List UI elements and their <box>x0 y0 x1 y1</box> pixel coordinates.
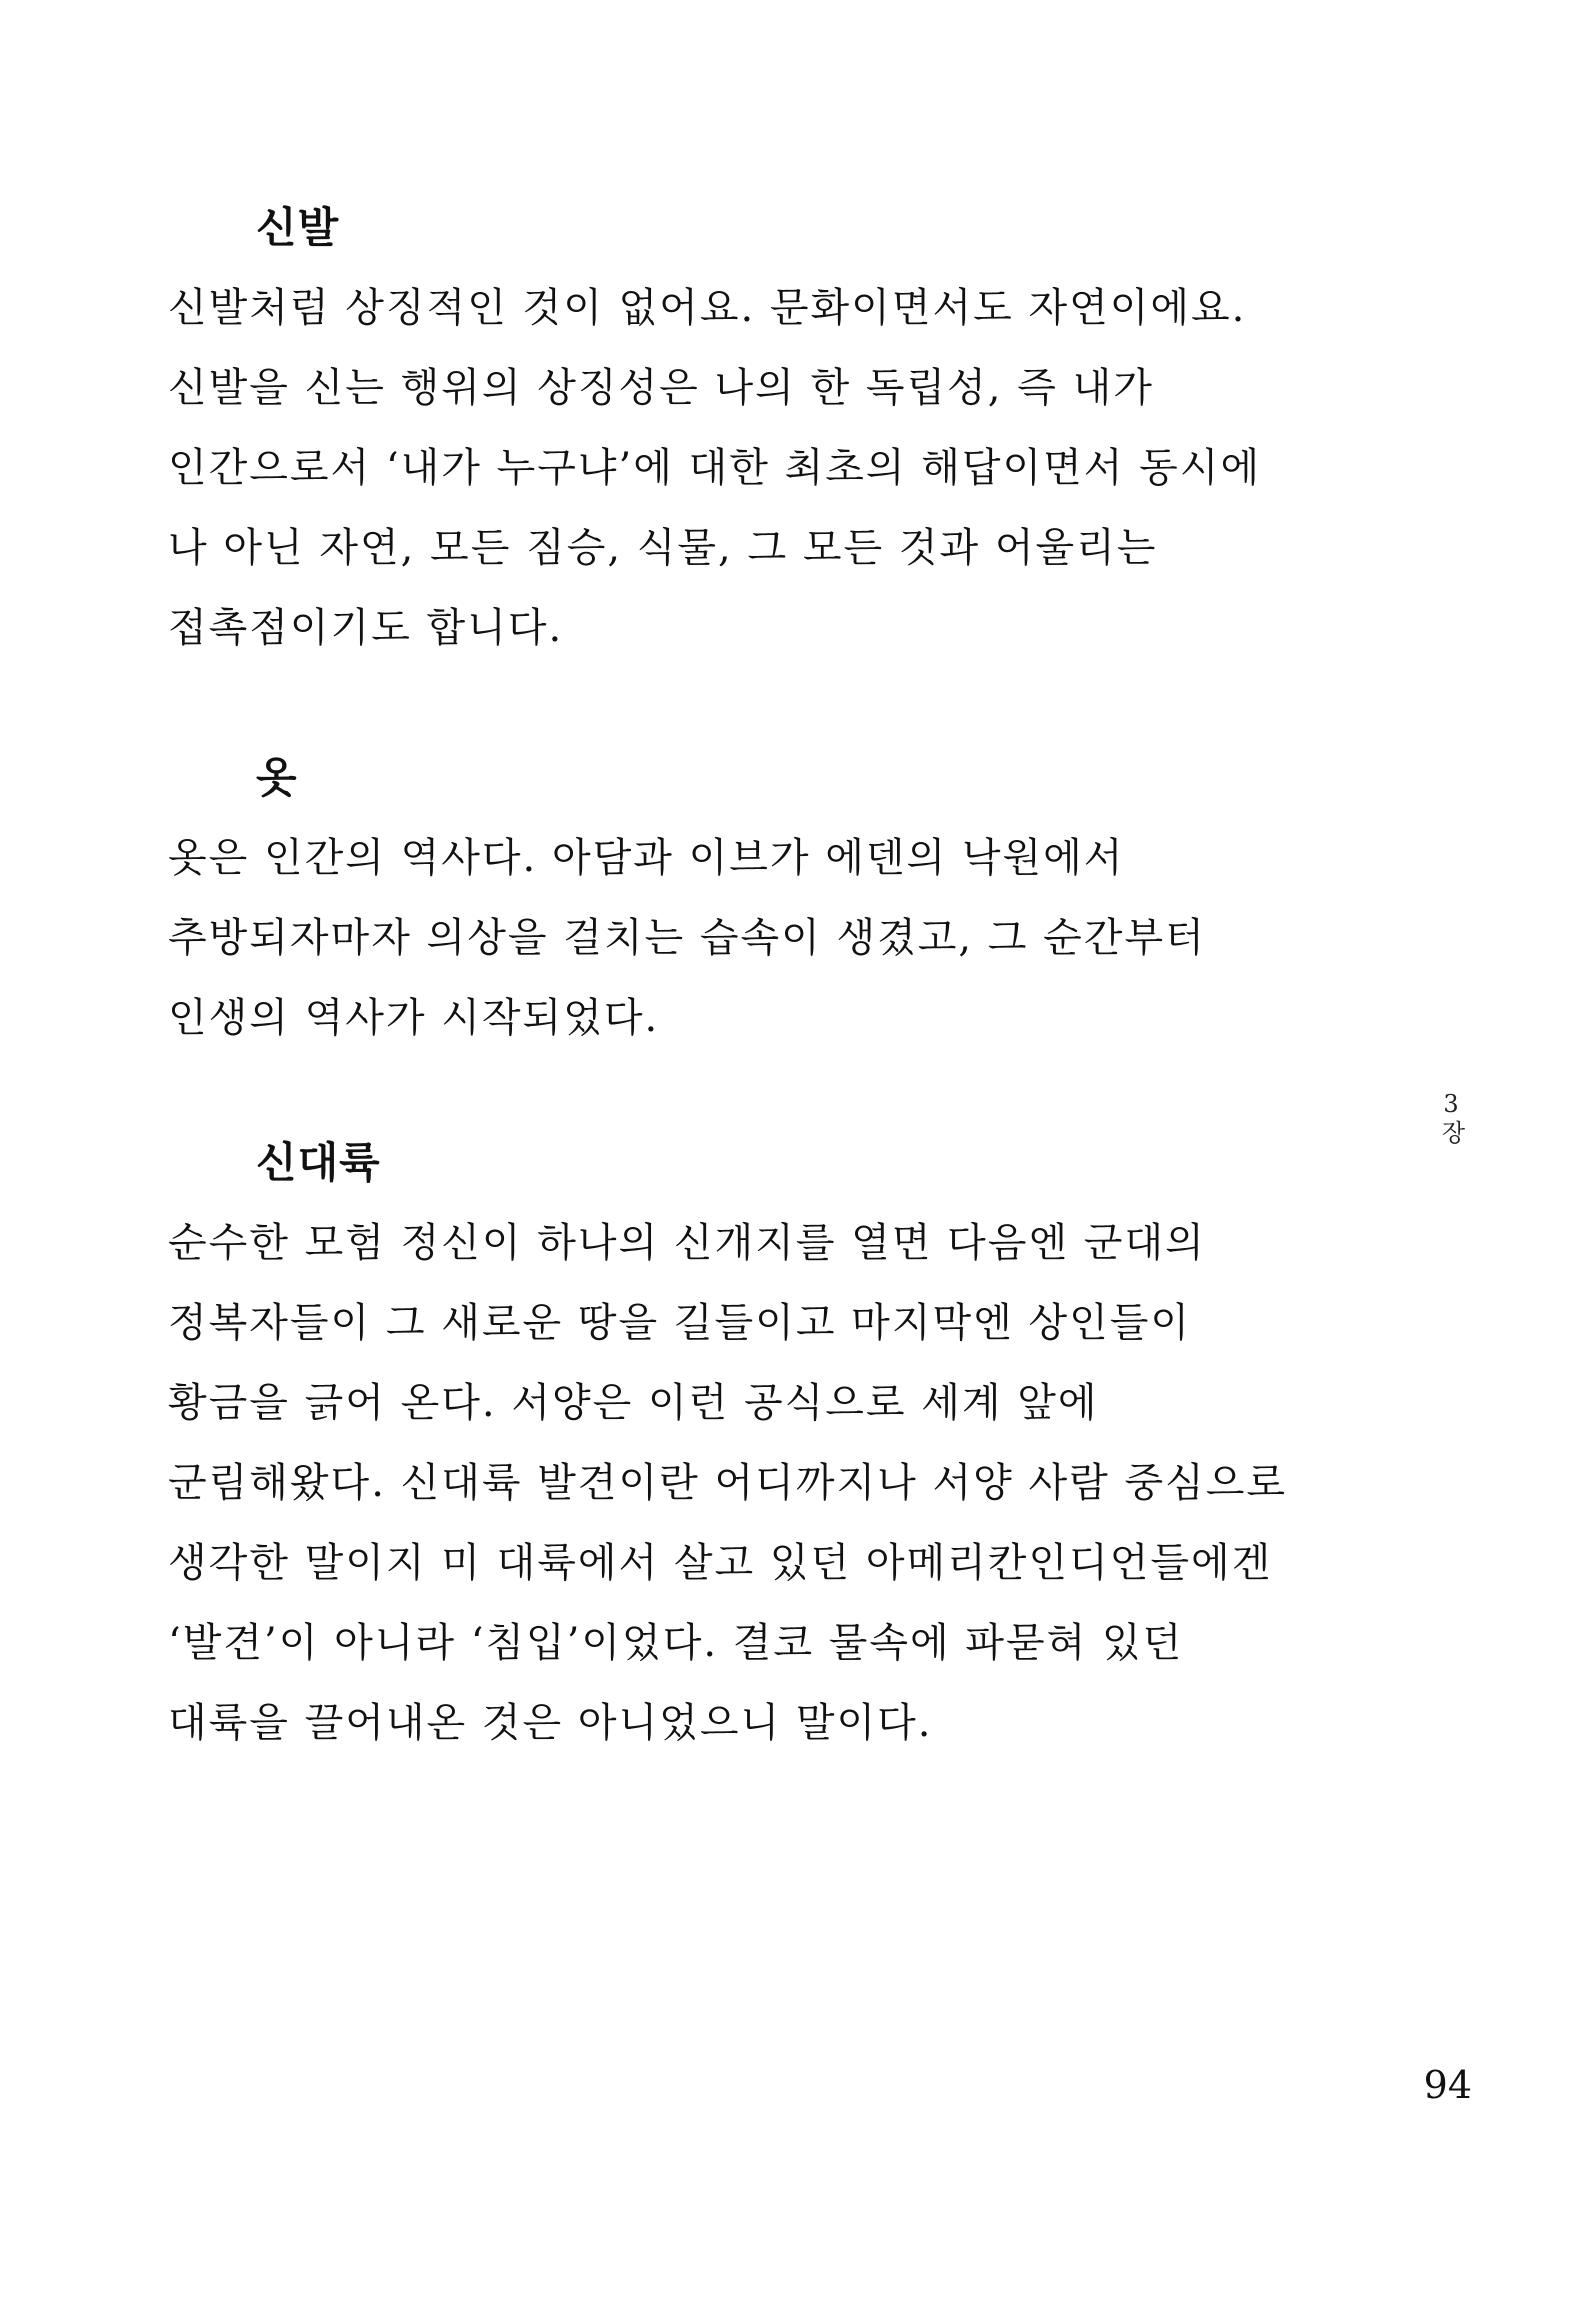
chapter-marker: 3장 <box>1437 1090 1465 1146</box>
page-number: 94 <box>1423 2063 1472 2107</box>
paragraph-line: 대륙을 끌어내온 것은 아니었으니 말이다. <box>168 1700 933 1746</box>
paragraph-line: 순수한 모험 정신이 하나의 신개지를 열면 다음엔 군대의 <box>168 1220 1206 1266</box>
section-heading: 옷 <box>256 753 298 802</box>
section-paragraph <box>168 818 1348 1058</box>
paragraph-line: 황금을 긁어 온다. 서양은 이런 공식으로 세계 앞에 <box>168 1380 1099 1426</box>
paragraph-line: 신발처럼 상징적인 것이 없어요. 문화이면서도 자연이에요. <box>168 285 1247 331</box>
section-paragraph <box>168 268 1348 668</box>
section-sindaeryuk <box>168 1123 1348 1763</box>
paragraph-line: 옷은 인간의 역사다. 아담과 이브가 에덴의 낙원에서 <box>168 835 1125 881</box>
paragraph-line: 접촉점이기도 합니다. <box>168 605 564 651</box>
paragraph-line: 신발을 신는 행위의 상징성은 나의 한 독립성, 즉 내가 <box>168 365 1154 411</box>
section-heading: 신대륙 <box>256 1138 381 1187</box>
paragraph-line: 나 아닌 자연, 모든 짐승, 식물, 그 모든 것과 어울리는 <box>168 525 1158 571</box>
section-sinbal <box>168 188 1348 668</box>
section-paragraph <box>168 1203 1348 1763</box>
paragraph-line: 정복자들이 그 새로운 땅을 길들이고 마지막엔 상인들이 <box>168 1300 1192 1346</box>
paragraph-line: 군림해왔다. 신대륙 발견이란 어디까지나 서양 사람 중심으로 <box>168 1460 1288 1506</box>
paragraph-line: 생각한 말이지 미 대륙에서 살고 있던 아메리칸인디언들에겐 <box>168 1540 1273 1586</box>
paragraph-line: 추방되자마자 의상을 걸치는 습속이 생겼고, 그 순간부터 <box>168 915 1206 961</box>
paragraph-line: ‘발견’이 아니라 ‘침입’이었다. 결코 물속에 파묻혀 있던 <box>168 1620 1184 1666</box>
section-heading: 신발 <box>256 203 340 252</box>
paragraph-line: 인간으로서 ‘내가 누구냐’에 대한 최초의 해답이면서 동시에 <box>168 445 1262 491</box>
paragraph-line: 인생의 역사가 시작되었다. <box>168 995 660 1041</box>
section-ot <box>168 738 1348 1058</box>
